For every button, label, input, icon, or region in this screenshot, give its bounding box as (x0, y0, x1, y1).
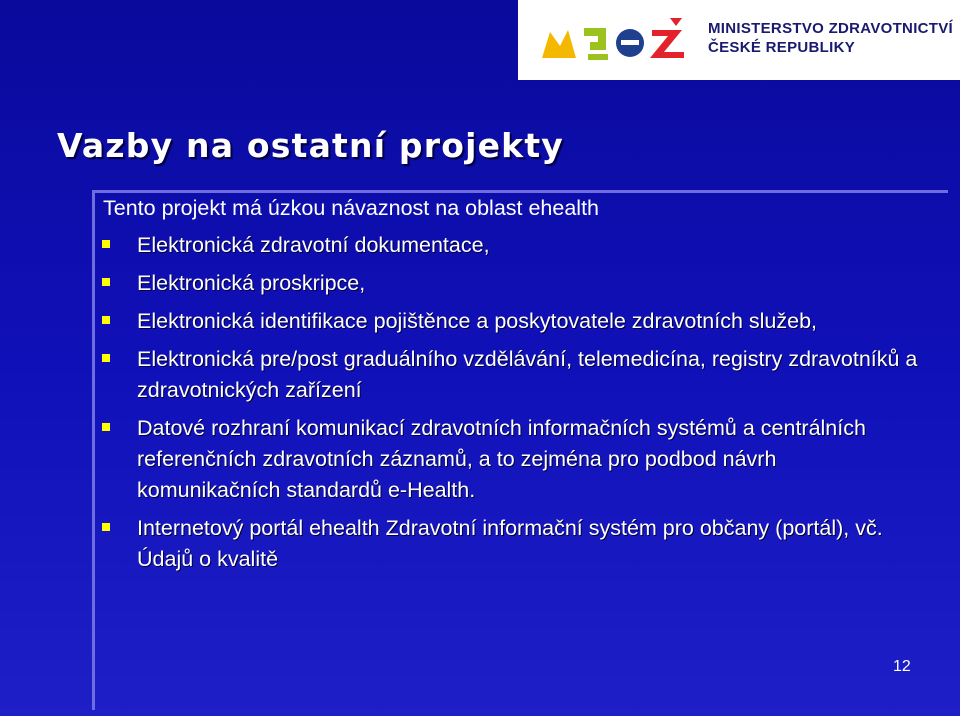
intro-text: Tento projekt má úzkou návaznost na oblast ehealth (103, 196, 600, 220)
list-item (100, 513, 920, 575)
list-item (100, 306, 920, 337)
list-item-text: Datové rozhraní komunikací zdravotních informačních systémů a centrálních referenčních zdravotních záznamů, a to zejména pro podbod návrh komunikačních standardů e-Health. (137, 416, 866, 502)
list-item-text: Internetový portál ehealth Zdravotní informační systém pro občany (portál), vč. Údajů o kvalitě (137, 516, 883, 571)
list-item (100, 268, 920, 299)
bullet-square-icon (102, 240, 110, 248)
list-item-text: Elektronická identifikace pojištěnce a poskytovatele zdravotních služeb, (137, 309, 818, 333)
ministry-name-line1: MINISTERSTVO ZDRAVOTNICTVÍ (708, 20, 954, 37)
list-item-text: Elektronická pre/post graduálního vzdělávání, telemedicína, registry zdravotníků a zdravotnických zařízení (137, 347, 918, 402)
ministry-name (708, 19, 954, 57)
slide-title: Vazby na ostatní projekty (57, 126, 565, 165)
page-number: 12 (893, 658, 911, 675)
header-logo-band (518, 0, 960, 80)
list-item (100, 344, 920, 406)
ministry-name-line2: ČESKÉ REPUBLIKY (708, 39, 856, 56)
list-item-text: Elektronická zdravotní dokumentace, (137, 233, 490, 257)
bullet-square-icon (102, 423, 110, 431)
list-item (100, 230, 920, 261)
ministry-logo-icon (542, 18, 692, 64)
list-item (100, 413, 920, 506)
bullet-square-icon (102, 278, 110, 286)
bullet-square-icon (102, 316, 110, 324)
bullet-square-icon (102, 523, 110, 531)
bullet-list (100, 230, 920, 582)
bullet-square-icon (102, 354, 110, 362)
list-item-text: Elektronická proskripce, (137, 271, 366, 295)
